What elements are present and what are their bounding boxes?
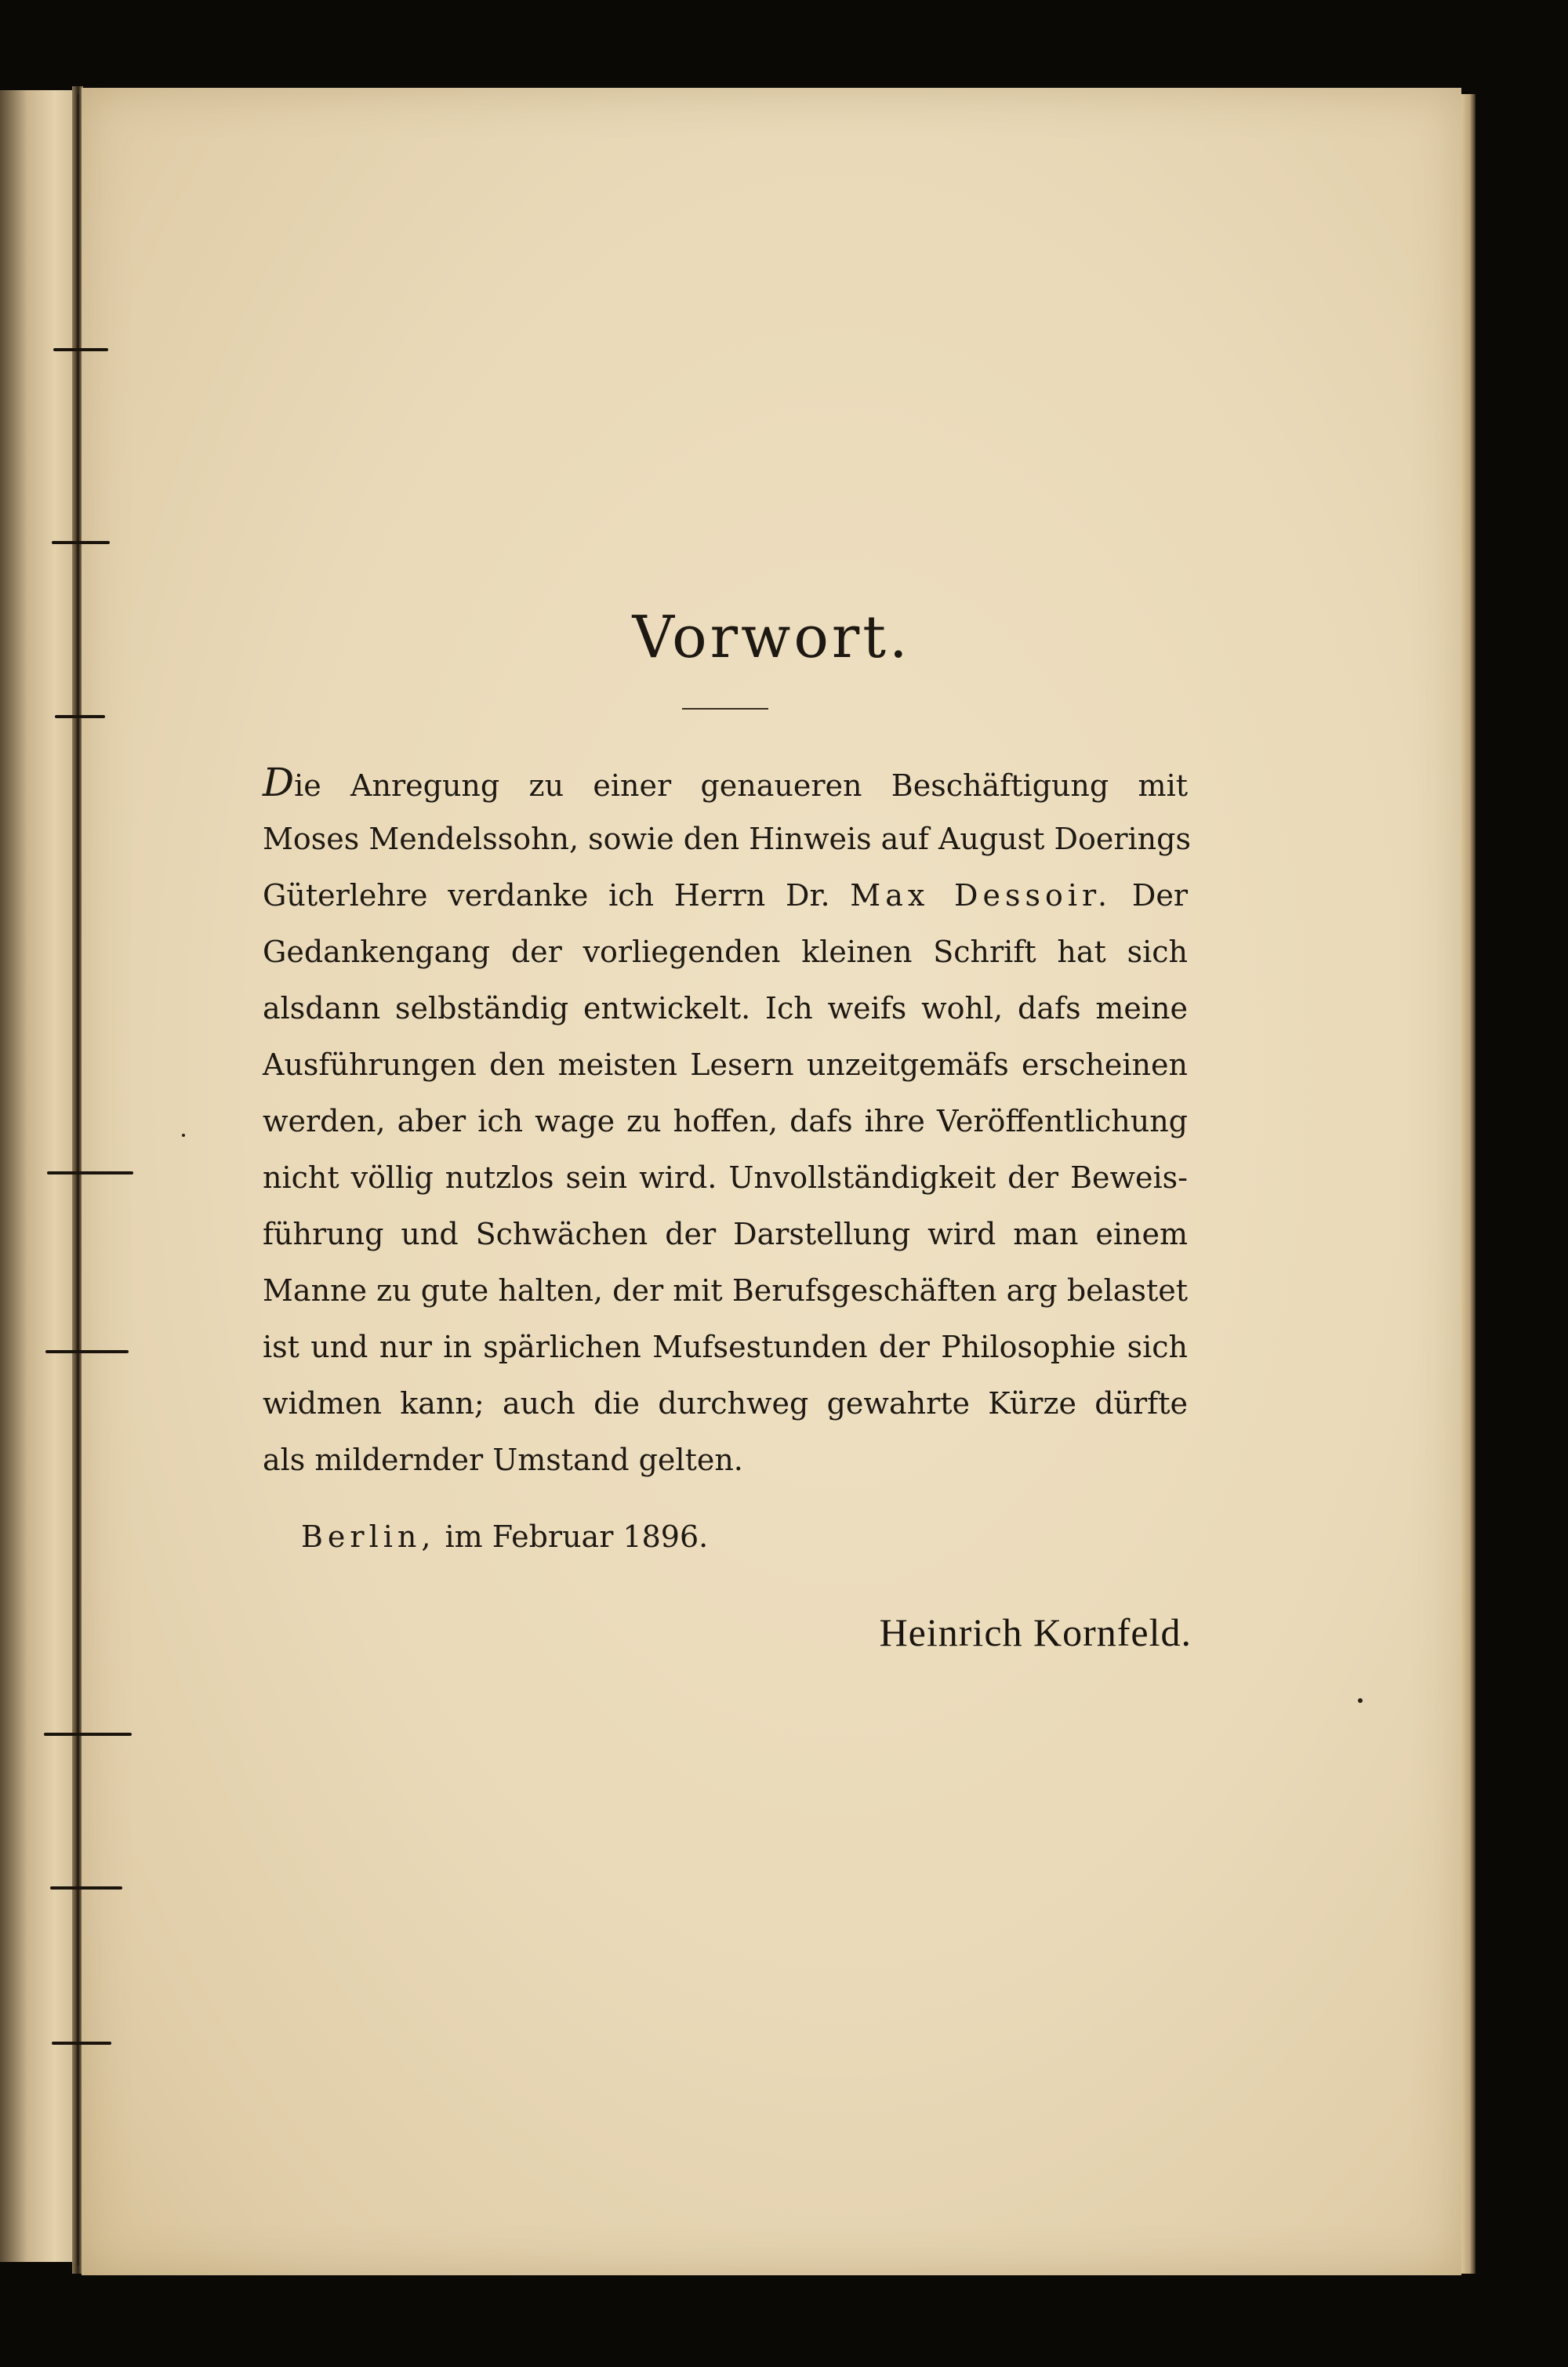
text-line: alsdann selbständig entwickelt. Ich weifs wohl, dafs meine [263, 991, 1188, 1026]
text-line: Moses Mendelssohn, sowie den Hinweis auf August Doerings [263, 822, 1191, 856]
date: im Februar 1896. [445, 1519, 709, 1554]
text-line: als mildernder Umstand gelten. [263, 1443, 743, 1477]
binding-stitch [52, 2042, 111, 2045]
author-signature: Heinrich Kornfeld. [879, 1610, 1192, 1654]
text-line: Gedankengang der vorliegenden kleinen Schrift hat sich [263, 935, 1188, 969]
preface-paragraph [263, 754, 1191, 1488]
text-line: Manne zu gute halten, der mit Berufsgeschäften arg belastet [263, 1273, 1188, 1308]
text-line: führung und Schwächen der Darstellung wird man einem [263, 1217, 1188, 1251]
binding-stitch [45, 1350, 129, 1353]
paper-speck [182, 1134, 185, 1137]
page-edge [1461, 94, 1475, 2274]
binding-stitch [44, 1733, 132, 1736]
text-line: nicht völlig nutzlos sein wird. Unvollständigkeit der Beweis- [263, 1160, 1188, 1195]
text-line: widmen kann; auch die durchweg gewahrte Kürze dürfte [263, 1386, 1188, 1421]
text-line: werden, aber ich wage zu hoffen, dafs ihre Veröffentlichung [263, 1104, 1188, 1138]
title-rule [682, 708, 768, 710]
binding-stitch [50, 1886, 122, 1890]
place-and-date [301, 1513, 708, 1560]
text-line: Die Anregung zu einer genaueren Beschäftigung mit [263, 760, 1188, 805]
text-line: Ausführungen den meisten Lesern unzeitgemäfs erscheinen [263, 1047, 1188, 1082]
paper-speck [1358, 1698, 1363, 1703]
spaced-name: Max Dessoir. [850, 878, 1112, 913]
text-line: Güterlehre verdanke ich Herrn Dr. Max Dessoir. Der [263, 878, 1189, 913]
binding-stitch [47, 1171, 133, 1174]
text-line: ist und nur in spärlichen Mufsestunden der Philosophie sich [263, 1330, 1188, 1364]
binding-strip [0, 90, 78, 2262]
drop-initial: D [263, 760, 295, 805]
binding-stitch [52, 541, 110, 544]
place: Berlin, [301, 1519, 436, 1554]
binding-stitch [55, 715, 105, 718]
binding-stitch [53, 348, 108, 351]
page-title: Vorwort. [632, 604, 911, 671]
binding-thread [77, 94, 79, 2266]
